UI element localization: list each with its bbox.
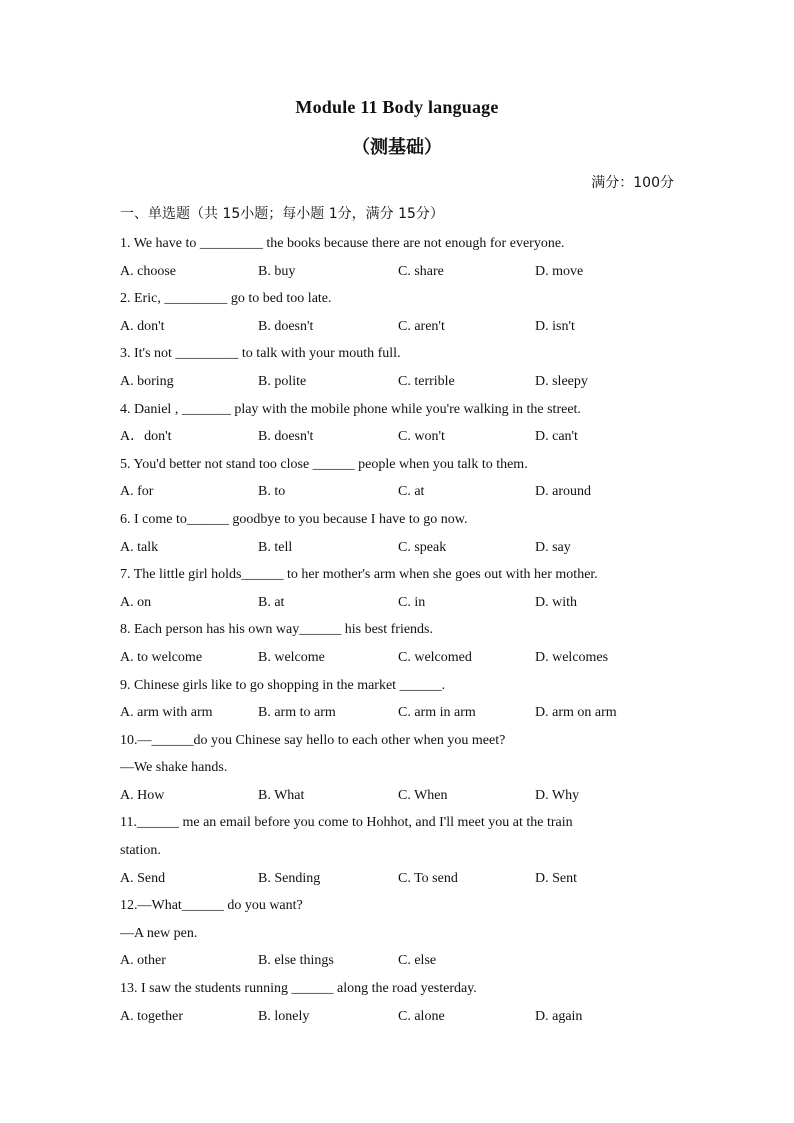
option-a: A. arm with arm [120,705,213,721]
question-text: 2. Eric, _________ go to bed too late. [120,291,332,307]
option-d: D. again [535,1008,583,1024]
question-continuation: station. [120,843,161,859]
option-a: A. don't [120,318,165,334]
option-row [120,782,680,810]
option-b: B. tell [258,539,293,555]
option-row [120,423,680,451]
option-d: D. isn't [535,318,575,334]
page-title: Module 11 Body language [295,97,499,117]
option-a: A. on [120,594,152,610]
option-d: D. can't [535,429,578,445]
option-b: B. arm to arm [258,705,336,721]
option-row [120,478,680,506]
option-row [120,589,680,617]
option-b: B. doesn't [258,318,314,334]
question-text: 13. I saw the students running ______ along the road yesterday. [120,981,477,997]
option-d: D. Why [535,787,580,803]
option-d: D. around [535,484,591,500]
option-a: A. other [120,953,166,969]
option-c: C. arm in arm [398,705,476,721]
option-row [120,947,680,975]
question-text: 4. Daniel , _______ play with the mobile phone while you're walking in the street. [120,401,581,417]
option-d: D. sleepy [535,373,588,389]
question-text: 10.—______do you Chinese say hello to each other when you meet? [120,732,506,748]
option-row [120,258,680,286]
option-d: D. Sent [535,870,577,886]
option-a: A. choose [120,263,176,279]
section-heading: 一、单选题（共 15小题；每小题 1分，满分 15分） [120,206,444,222]
option-c: C. else [398,953,437,969]
option-d: D. welcomes [535,649,609,665]
option-b: B. Sending [258,870,321,886]
full-score: 满分：100分 [591,175,674,191]
option-a: A．don't [120,429,172,445]
option-row [120,865,680,893]
option-b: B. buy [258,263,296,279]
option-a: A. Send [120,870,166,886]
option-row [120,313,680,341]
option-c: C. welcomed [398,649,472,665]
option-row [120,368,680,396]
option-row [120,699,680,727]
option-a: A. talk [120,539,159,555]
option-c: C. in [398,594,426,610]
option-a: A. boring [120,373,174,389]
option-a: A. together [120,1008,183,1024]
option-a: A. to welcome [120,649,203,665]
option-a: A. How [120,787,165,803]
option-b: B. polite [258,373,307,389]
option-b: B. doesn't [258,429,314,445]
option-c: C. alone [398,1008,445,1024]
question-list [120,230,680,1030]
question-text: 5. You'd better not stand too close ______ people when you talk to them. [120,456,528,472]
option-d: D. arm on arm [535,705,617,721]
question-text: 6. I come to______ goodbye to you because I have to go now. [120,511,468,527]
option-c: C. terrible [398,373,455,389]
page-subtitle: （测基础） [352,137,442,158]
option-c: C. aren't [398,318,445,334]
option-d: D. say [535,539,571,555]
option-b: B. to [258,484,286,500]
option-row [120,644,680,672]
question-continuation: —We shake hands. [120,760,228,776]
option-d: D. with [535,594,577,610]
question-text: 9. Chinese girls like to go shopping in the market ______. [120,677,446,693]
option-b: B. else things [258,953,334,969]
question-continuation: —A new pen. [120,925,198,941]
question-text: 11.______ me an email before you come to Hohhot, and I'll meet you at the train [120,815,573,831]
option-row [120,1003,680,1031]
option-b: B. What [258,787,305,803]
option-c: C. When [398,787,448,803]
question-text: 7. The little girl holds______ to her mother's arm when she goes out with her mother. [120,567,598,583]
question-text: 3. It's not _________ to talk with your mouth full. [120,346,401,362]
question-text: 8. Each person has his own way______ his best friends. [120,622,434,638]
option-row [120,534,680,562]
option-c: C. at [398,484,425,500]
option-b: B. welcome [258,649,325,665]
option-c: C. share [398,263,444,279]
option-c: C. speak [398,539,447,555]
question-text: 1. We have to _________ the books because there are not enough for everyone. [120,236,565,251]
option-c: C. won't [398,429,445,445]
option-b: B. at [258,594,285,610]
option-d: D. move [535,263,584,279]
option-c: C. To send [398,870,458,886]
option-b: B. lonely [258,1008,310,1024]
question-text: 12.—What______ do you want? [120,898,303,914]
option-a: A. for [120,484,154,500]
